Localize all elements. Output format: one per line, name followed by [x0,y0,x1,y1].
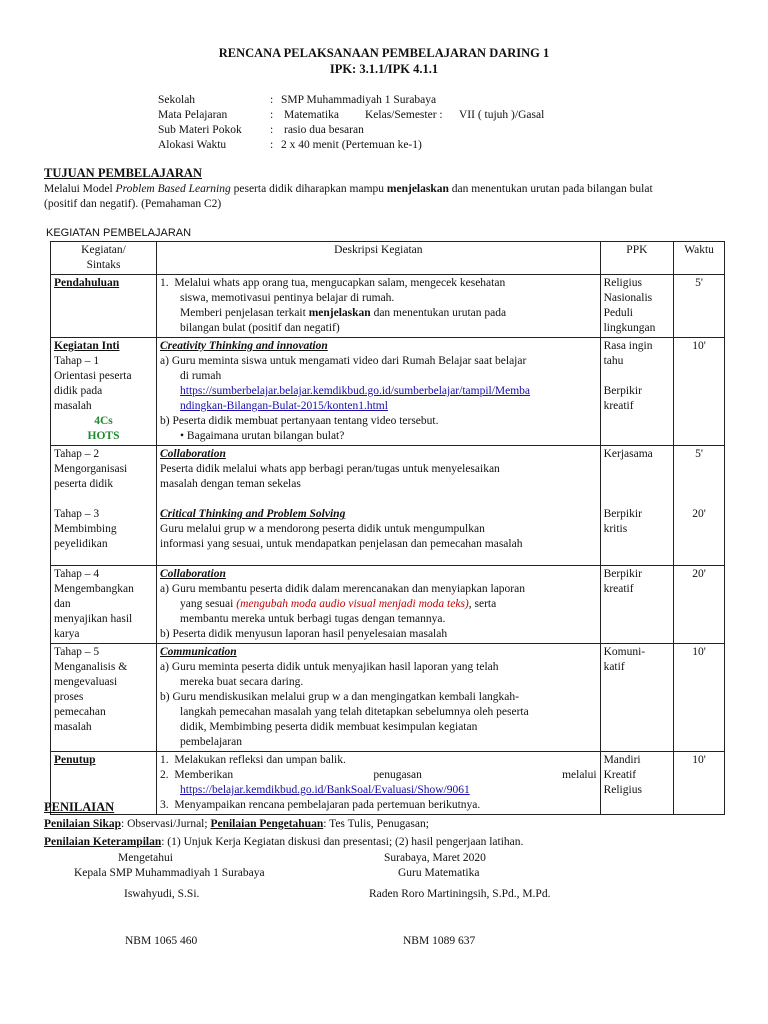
kegiatan-cell: Tahap – 2 Mengorganisasi peserta didik Tahap – 3 Membimbing peyelidikan [51,446,157,566]
table-row [51,338,725,446]
deskripsi-cell: 1. Melakukan refleksi dan umpan balik. 2. Memberikan penugasan melalui https://belajar.kemdikbud.go.id/BankSoal/Evaluasi/Show/9061 3. Menyampaikan rencana pembelajaran pada pertemuan berikutnya. [157,752,601,815]
kegiatan-cell: Penutup [51,752,157,815]
kegiatan-cell: Tahap – 5 Menganalisis & mengevaluasi proses pemecahan masalah [51,644,157,752]
table-row [51,752,725,815]
waktu-cell: 10' [674,338,725,446]
deskripsi-cell: 1. Melalui whats app orang tua, mengucapkan salam, mengecek kesehatan siswa, memotivasui pentinya belajar di rumah. Memberi penjelasan terkait menjelaskan dan menentukan urutan pada bilangan bulat (positif dan negatif) [157,275,601,338]
page-title: RENCANA PELAKSANAAN PEMBELAJARAN DARING 1 [218,46,550,60]
identity-label: Mata Pelajaran [158,109,228,121]
table-row [51,566,725,644]
sign-left-line2: Kepala SMP Muhammadiyah 1 Surabaya [74,867,265,879]
identity-sep: : [270,94,274,106]
deskripsi-cell: Communication a) Guru meminta peserta didik untuk menyajikan hasil laporan yang telah mereka buat secara daring. b) Guru mendiskusikan melalui grup w a dan mengingatkan kembali langkah- langkah pemecahan masalah yang telah ditetapkan sebelumnya oleh peserta didik, Membimbing peserta didik membuat kesimpulan kegiatan pembelajaran [157,644,601,752]
kegiatan-cell: Kegiatan Inti Tahap – 1 Orientasi peserta didik pada masalah 4Cs HOTS [51,338,157,446]
identity-label: Sekolah [158,94,196,106]
waktu-cell: 20' [674,566,725,644]
identity-sep: : [270,124,274,136]
deskripsi-cell: Creativity Thinking and innovation a) Guru meminta siswa untuk mengamati video dari Rumah Belajar saat belajar di rumah https://sumberbelajar.belajar.kemdikbud.go.id/sumberbelajar/tampil/Memba ndingkan-Bilangan-Bulat-2015/konten1.html b) Peserta didik membuat pertanyaan tentang video tersebut. • Bagaimana urutan bilangan bulat? [157,338,601,446]
table-row [51,644,725,752]
sign-left-nbm: NBM 1065 460 [125,935,198,947]
waktu-cell: 5' [674,275,725,338]
waktu-cell: 10' [674,752,725,815]
identity-value: 2 x 40 menit (Pertemuan ke-1) [281,139,422,151]
video-link-cont[interactable]: ndingkan-Bilangan-Bulat-2015/konten1.html [180,400,388,412]
identity-label: Alokasi Waktu [158,139,227,151]
kegiatan-cell: Tahap – 4 Mengembangkan dan menyajikan hasil karya [51,566,157,644]
identity-sep: : [270,139,274,151]
identity-extra-label: Kelas/Semester : [365,109,443,121]
ppk-cell: Mandiri Kreatif Religius [600,752,674,815]
ppk-cell: Rasa ingin tahu Berpikir kreatif [600,338,674,446]
identity-extra-value: VII ( tujuh )/Gasal [459,109,545,121]
waktu-cell: 5' 20' [674,446,725,566]
ppk-cell: Berpikir kreatif [600,566,674,644]
header-waktu: Waktu [674,242,725,275]
table-row [51,446,725,566]
identity-value: rasio dua besaran [284,124,364,136]
identity-value: Matematika [284,109,339,121]
table-row [51,275,725,338]
ppk-cell: Komuni- katif [600,644,674,752]
identity-value: SMP Muhammadiyah 1 Surabaya [281,94,437,106]
sign-right-name: Raden Roro Martiningsih, S.Pd., M.Pd. [369,888,551,900]
kegiatan-cell: Pendahuluan [51,275,157,338]
sign-left-name: Iswahyudi, S.Si. [124,888,200,900]
banksoal-link[interactable]: https://belajar.kemdikbud.go.id/BankSoal/Evaluasi/Show/9061 [180,784,470,796]
penilaian-heading: PENILAIAN [44,800,115,814]
header-kegiatan: Kegiatan/ Sintaks [51,242,157,275]
penilaian-line-1: Penilaian Sikap: Observasi/Jurnal; Penilaian Pengetahuan: Tes Tulis, Penugasan; [44,818,429,830]
sign-left-line1: Mengetahui [118,852,173,864]
sign-right-nbm: NBM 1089 637 [403,935,476,947]
identity-label: Sub Materi Pokok [158,124,242,136]
tujuan-text: Melalui Model Problem Based Learning peserta didik diharapkan mampu menjelaskan dan menentukan urutan pada bilangan bulat [44,183,653,195]
kegiatan-table [50,241,725,815]
identity-sep: : [270,109,274,121]
deskripsi-cell: Collaboration Peserta didik melalui whats app berbagi peran/tugas untuk menyelesaikan masalah dengan teman sekelas Critical Thinking and Problem Solving Guru melalui grup w a mendorong peserta didik untuk mengumpulkan informasi yang sesuai, untuk mendapatkan penjelasan dan pemecahan masalah [157,446,601,566]
header-ppk: PPK [600,242,674,275]
tujuan-heading: TUJUAN PEMBELAJARAN [44,166,202,180]
ppk-cell: Kerjasama Berpikir kritis [600,446,674,566]
penilaian-line-2: Penilaian Keterampilan: (1) Unjuk Kerja Kegiatan diskusi dan presentasi; (2) hasil pengerjaan latihan. [44,836,524,848]
kegiatan-heading: KEGIATAN PEMBELAJARAN [46,227,192,239]
tujuan-text-2: (positif dan negatif). (Pemahaman C2) [44,198,222,210]
header-deskripsi: Deskripsi Kegiatan [157,242,601,275]
ppk-cell: Religius Nasionalis Peduli lingkungan [600,275,674,338]
sign-right-line1: Surabaya, Maret 2020 [384,852,486,864]
waktu-cell: 10' [674,644,725,752]
video-link[interactable]: https://sumberbelajar.belajar.kemdikbud.go.id/sumberbelajar/tampil/Memba [180,385,531,397]
sign-right-line2: Guru Matematika [398,867,480,879]
deskripsi-cell: Collaboration a) Guru membantu peserta didik dalam merencanakan dan menyiapkan laporan yang sesuai (mengubah moda audio visual menjadi moda teks), serta membantu mereka untuk berbagi tugas dengan temannya. b) Peserta didik menyusun laporan hasil penyelesaian masalah [157,566,601,644]
table-header-row [51,242,725,275]
ipk-subtitle: IPK: 3.1.1/IPK 4.1.1 [329,62,439,76]
